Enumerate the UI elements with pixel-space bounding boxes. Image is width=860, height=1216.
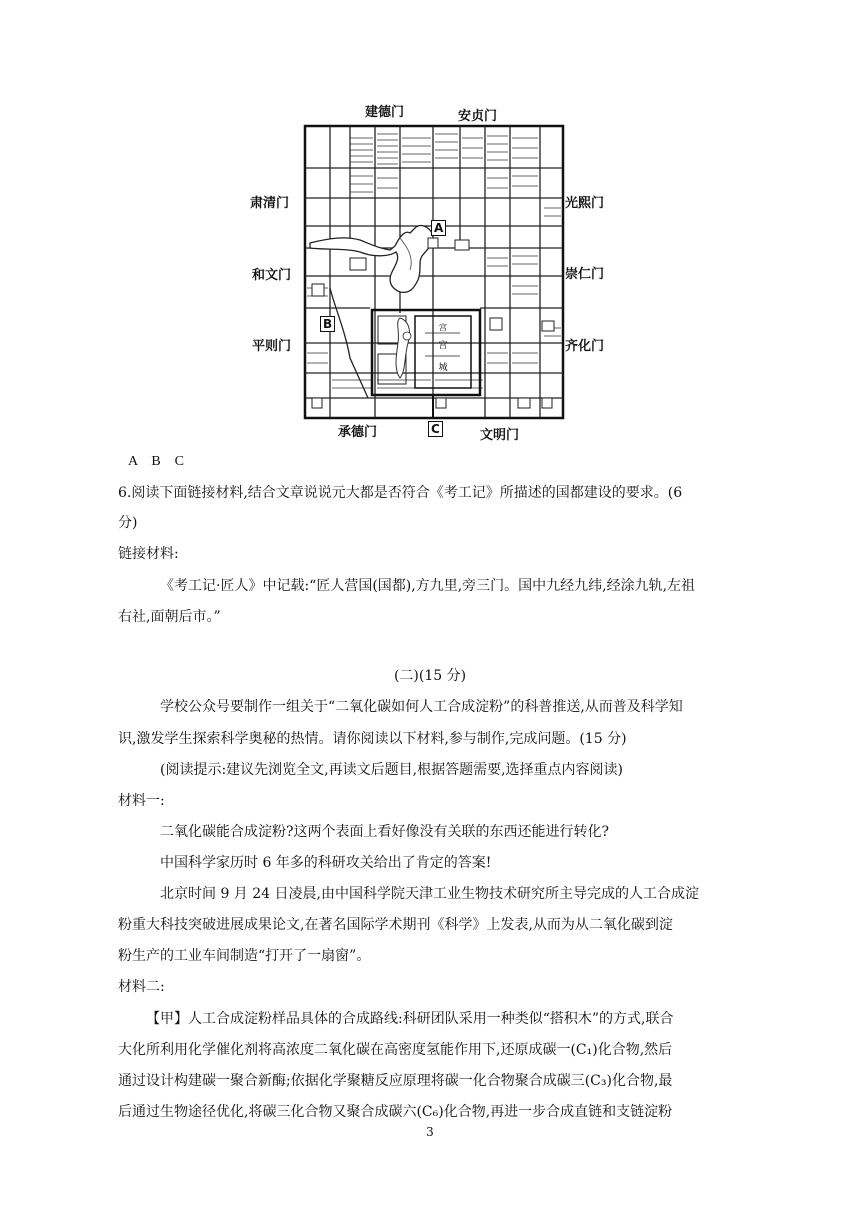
material-1-para3-line2: 粉重大科技突破进展成果论文,在著名国际学术期刊《科学》上发表,从而为从二氧化碳到淀 — [118, 917, 673, 933]
gate-guangxi: 光熙门 — [565, 196, 605, 211]
intro-line2: 识,激发学生探索科学奥秘的热情。请你阅读以下材料,参与制作,完成问题。(15 分) — [118, 731, 627, 747]
material-1-para2: 中国科学家历时 6 年多的科研攻关给出了肯定的答案! — [160, 855, 492, 871]
material-2-para1-line3: 通过设计构建碳一聚合新酶;依据化学聚糖反应原理将碳一化合物聚合成碳三(C₃)化合物,最 — [118, 1073, 673, 1089]
question-6-line2: 分) — [118, 515, 138, 531]
gate-chongren: 崇仁门 — [565, 267, 605, 282]
section-heading: (二)(15 分) — [393, 668, 467, 684]
gate-jiande: 建德门 — [365, 105, 405, 120]
yuan-dadu-map — [250, 98, 620, 443]
gate-chengde: 承德门 — [338, 425, 378, 440]
material-2-para1-line1: 【甲】人工合成淀粉样品具体的合成路线:科研团队采用一种类似“搭积木”的方式,联合 — [146, 1011, 674, 1027]
kaogongji-quote-line2: 右社,面朝后市。” — [118, 609, 221, 625]
material-2-para1-line4: 后通过生物途径优化,将碳三化合物又聚合成碳六(C₆)化合物,再进一步合成直链和支链淀粉 — [118, 1104, 673, 1120]
material-1-para1: 二氧化碳能合成淀粉?这两个表面上看好像没有关联的东西还能进行转化? — [160, 824, 610, 840]
gate-hewen: 和文门 — [252, 268, 292, 283]
svg-text:宫: 宫 — [438, 341, 448, 351]
svg-text:城: 城 — [438, 363, 448, 373]
gate-qihua: 齐化门 — [565, 339, 605, 354]
material-1-label: 材料一: — [118, 793, 165, 809]
page-number: 3 — [426, 1125, 434, 1139]
material-1-para3-line3: 粉生产的工业车间制造“打开了一扇窗”。 — [118, 948, 371, 964]
link-material-label: 链接材料: — [118, 546, 179, 562]
marker-a: A — [431, 220, 446, 236]
material-2-para1-line2: 大化所利用化学催化剂将高浓度二氧化碳在高密度氢能作用下,还原成碳一(C₁)化合物,然后 — [118, 1042, 673, 1058]
marker-c: C — [428, 421, 443, 437]
marker-b: B — [320, 316, 335, 332]
material-1-para3-line1: 北京时间 9 月 24 日凌晨,由中国科学院天津工业生物技术研究所主导完成的人工合成淀 — [160, 886, 699, 902]
gate-suqing: 肃清门 — [250, 196, 290, 211]
options-line: A B C — [128, 454, 185, 469]
question-6-line1: 6.阅读下面链接材料,结合文章说说元大都是否符合《考工记》所描述的国都建设的要求。(6 — [118, 485, 683, 501]
intro-line1: 学校公众号要制作一组关于“二氧化碳如何人工合成淀粉”的科普推送,从而普及科学知 — [160, 699, 683, 715]
material-2-label: 材料二: — [118, 979, 165, 995]
gate-pingze: 平则门 — [252, 339, 292, 354]
reading-hint: (阅读提示:建议先浏览全文,再读文后题目,根据答题需要,选择重点内容阅读) — [160, 762, 623, 778]
gate-anzhen: 安贞门 — [458, 109, 498, 124]
kaogongji-quote-line1: 《考工记·匠人》中记载:“匠人营国(国都),方九里,旁三门。国中九经九纬,经涂九轨,左祖 — [160, 578, 696, 594]
svg-text:宫: 宫 — [439, 323, 447, 332]
gate-wenming: 文明门 — [480, 428, 520, 443]
